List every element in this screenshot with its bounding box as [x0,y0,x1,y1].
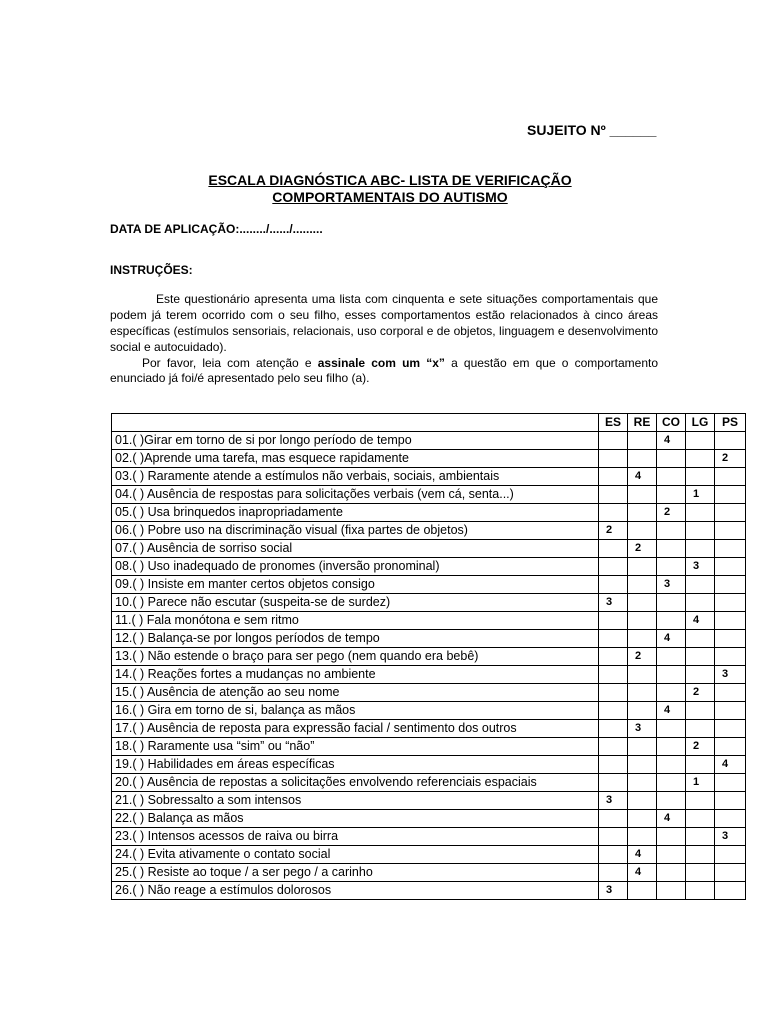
table-row [112,486,746,504]
score-cell-lg [686,648,715,666]
score-cell-co [657,666,686,684]
behavior-item[interactable]: 12.( ) Balança-se por longos períodos de tempo [112,630,599,648]
score-cell-es [599,720,628,738]
behavior-item[interactable]: 05.( ) Usa brinquedos inapropriadamente [112,504,599,522]
paragraph-2-bold: assinale com um “x” [317,356,445,370]
score-cell-es [599,540,628,558]
score-cell-ps: 3 [715,828,746,846]
score-cell-re [628,594,657,612]
score-cell-co [657,522,686,540]
behavior-item[interactable]: 03.( ) Raramente atende a estímulos não verbais, sociais, ambientais [112,468,599,486]
score-cell-re [628,630,657,648]
table-row [112,738,746,756]
score-cell-co [657,612,686,630]
score-cell-lg: 2 [686,738,715,756]
score-cell-ps [715,558,746,576]
score-cell-re: 4 [628,468,657,486]
column-header-lg: LG [686,414,715,432]
behavior-item[interactable]: 25.( ) Resiste ao toque / a ser pego / a carinho [112,864,599,882]
header-blank-cell [112,414,599,432]
score-cell-ps [715,504,746,522]
score-cell-es [599,450,628,468]
score-cell-lg [686,792,715,810]
application-date: DATA DE APLICAÇÃO:......../....../......... [110,222,323,236]
score-cell-lg [686,504,715,522]
score-cell-lg [686,882,715,900]
score-cell-es [599,846,628,864]
column-header-es: ES [599,414,628,432]
table-row [112,432,746,450]
behavior-item[interactable]: 15.( ) Ausência de atenção ao seu nome [112,684,599,702]
score-cell-ps [715,432,746,450]
score-cell-ps: 3 [715,666,746,684]
score-cell-co [657,594,686,612]
score-cell-es [599,828,628,846]
score-cell-ps [715,882,746,900]
paragraph-2-end: a questão em que o comportamento enunciado já foi/é apresentado pelo seu filho (a). [110,356,658,385]
score-cell-co: 2 [657,504,686,522]
score-cell-es [599,702,628,720]
table-row [112,756,746,774]
score-cell-ps [715,846,746,864]
score-cell-ps [715,684,746,702]
score-cell-es [599,558,628,576]
score-cell-lg [686,720,715,738]
score-cell-ps [715,810,746,828]
score-cell-lg [686,756,715,774]
paragraph-2-start: Por favor, leia com atenção e [142,356,318,370]
table-row [112,540,746,558]
score-cell-es: 3 [599,594,628,612]
score-cell-co [657,558,686,576]
score-cell-ps [715,630,746,648]
title-line-2: COMPORTAMENTAIS DO AUTISMO [272,189,508,205]
score-cell-co: 4 [657,702,686,720]
score-cell-re: 4 [628,864,657,882]
score-cell-lg [686,450,715,468]
score-cell-lg [686,630,715,648]
behavior-item[interactable]: 14.( ) Reações fortes a mudanças no ambiente [112,666,599,684]
score-cell-re [628,432,657,450]
score-cell-es [599,630,628,648]
score-cell-ps [715,594,746,612]
score-cell-es: 3 [599,792,628,810]
behavior-item[interactable]: 09.( ) Insiste em manter certos objetos consigo [112,576,599,594]
score-cell-lg [686,846,715,864]
score-cell-es [599,864,628,882]
score-cell-lg [686,666,715,684]
score-cell-lg [686,810,715,828]
table-row [112,828,746,846]
score-cell-es [599,432,628,450]
score-cell-lg: 4 [686,612,715,630]
score-cell-re [628,558,657,576]
score-cell-ps [715,522,746,540]
score-cell-es [599,738,628,756]
behavior-item[interactable]: 04.( ) Ausência de respostas para solicitações verbais (vem cá, senta...) [112,486,599,504]
table-row [112,558,746,576]
table-row [112,846,746,864]
score-cell-lg: 1 [686,486,715,504]
behavior-item[interactable]: 06.( ) Pobre uso na discriminação visual (fixa partes de objetos) [112,522,599,540]
table-row [112,648,746,666]
score-cell-co [657,450,686,468]
score-cell-lg [686,828,715,846]
score-cell-co [657,774,686,792]
behavior-item[interactable]: 18.( ) Raramente usa “sim” ou “não” [112,738,599,756]
score-cell-ps [715,738,746,756]
score-cell-re: 2 [628,540,657,558]
score-cell-re [628,486,657,504]
score-cell-ps [715,540,746,558]
score-cell-ps [715,774,746,792]
behavior-item[interactable]: 17.( ) Ausência de reposta para expressão facial / sentimento dos outros [112,720,599,738]
behavior-item[interactable]: 19.( ) Habilidades em áreas específicas [112,756,599,774]
table-row [112,450,746,468]
score-cell-re [628,612,657,630]
score-cell-co: 4 [657,810,686,828]
score-cell-co [657,540,686,558]
score-cell-re [628,774,657,792]
behavior-item[interactable]: 01.( )Girar em torno de si por longo período de tempo [112,432,599,450]
behavior-item[interactable]: 23.( ) Intensos acessos de raiva ou birra [112,828,599,846]
score-cell-ps [715,468,746,486]
behavior-item[interactable]: 11.( ) Fala monótona e sem ritmo [112,612,599,630]
score-cell-re [628,684,657,702]
score-cell-co [657,828,686,846]
score-cell-ps [715,702,746,720]
score-cell-co [657,864,686,882]
score-cell-es [599,468,628,486]
score-cell-ps: 2 [715,450,746,468]
score-cell-co [657,720,686,738]
score-cell-re [628,522,657,540]
score-cell-co [657,792,686,810]
score-cell-es [599,774,628,792]
score-cell-lg [686,522,715,540]
score-cell-co [657,846,686,864]
behavior-item[interactable]: 21.( ) Sobressalto a som intensos [112,792,599,810]
table-row [112,594,746,612]
score-cell-es [599,504,628,522]
checklist-body [112,414,746,900]
column-header-co: CO [657,414,686,432]
score-cell-co [657,756,686,774]
score-cell-re [628,810,657,828]
score-cell-lg [686,468,715,486]
table-row [112,522,746,540]
score-cell-re [628,882,657,900]
table-row [112,504,746,522]
table-row [112,774,746,792]
score-cell-ps [715,792,746,810]
table-row [112,864,746,882]
title-line-1: ESCALA DIAGNÓSTICA ABC- LISTA DE VERIFICAÇÃO [208,172,572,188]
table-row [112,666,746,684]
table-row [112,702,746,720]
score-cell-ps [715,576,746,594]
score-cell-lg: 2 [686,684,715,702]
behavior-item[interactable]: 22.( ) Balança as mãos [112,810,599,828]
sujeito-number: SUJEITO Nº ______ [527,122,657,138]
document-title [110,172,670,206]
score-cell-co [657,882,686,900]
table-row [112,882,746,900]
table-row [112,630,746,648]
score-cell-co: 3 [657,576,686,594]
score-cell-lg [686,576,715,594]
score-cell-re [628,738,657,756]
score-cell-lg [686,864,715,882]
score-cell-co [657,468,686,486]
behavior-item[interactable]: 13.( ) Não estende o braço para ser pego (nem quando era bebê) [112,648,599,666]
score-cell-co [657,648,686,666]
score-cell-ps [715,864,746,882]
score-cell-es [599,612,628,630]
score-cell-re [628,666,657,684]
score-cell-re [628,450,657,468]
table-row [112,468,746,486]
score-cell-es [599,756,628,774]
score-cell-es [599,684,628,702]
column-header-re: RE [628,414,657,432]
behavior-checklist-table [111,413,746,900]
score-cell-ps [715,648,746,666]
behavior-item[interactable]: 02.( )Aprende uma tarefa, mas esquece rapidamente [112,450,599,468]
behavior-item[interactable]: 26.( ) Não reage a estímulos dolorosos [112,882,599,900]
behavior-item[interactable]: 07.( ) Ausência de sorriso social [112,540,599,558]
table-row [112,684,746,702]
instructions-paragraph-2 [110,356,658,386]
score-cell-lg [686,432,715,450]
score-cell-co [657,684,686,702]
score-cell-es [599,486,628,504]
table-row [112,792,746,810]
score-cell-re [628,828,657,846]
score-cell-re: 4 [628,846,657,864]
score-cell-co: 4 [657,432,686,450]
score-cell-re [628,504,657,522]
table-row [112,576,746,594]
score-cell-lg [686,702,715,720]
score-cell-co [657,738,686,756]
score-cell-re [628,756,657,774]
score-cell-re: 3 [628,720,657,738]
score-cell-co: 4 [657,630,686,648]
behavior-item[interactable]: 10.( ) Parece não escutar (suspeita-se de surdez) [112,594,599,612]
behavior-item[interactable]: 08.( ) Uso inadequado de pronomes (inversão pronominal) [112,558,599,576]
score-cell-ps [715,486,746,504]
table-row [112,810,746,828]
behavior-item[interactable]: 16.( ) Gira em torno de si, balança as mãos [112,702,599,720]
score-cell-co [657,486,686,504]
score-cell-ps [715,720,746,738]
score-cell-re [628,576,657,594]
score-cell-lg [686,540,715,558]
score-cell-es [599,576,628,594]
score-cell-es [599,810,628,828]
score-cell-es: 2 [599,522,628,540]
score-cell-es [599,648,628,666]
column-header-ps: PS [715,414,746,432]
instructions-paragraph-1: Este questionário apresenta uma lista com cinquenta e sete situações comportamentais que podem já terem ocorrido com o seu filho, esses comportamentos estão relacionados à cinco áreas específicas (estímulos sensoriais, relacionais, uso corporal e de objetos, linguagem e desenvolvimento social e autocuidado). [110,292,658,354]
score-cell-lg: 3 [686,558,715,576]
table-row [112,720,746,738]
table-row [112,612,746,630]
score-cell-re: 2 [628,648,657,666]
score-cell-re [628,702,657,720]
score-cell-es [599,666,628,684]
score-cell-lg: 1 [686,774,715,792]
behavior-item[interactable]: 20.( ) Ausência de repostas a solicitações envolvendo referenciais espaciais [112,774,599,792]
score-cell-re [628,792,657,810]
behavior-item[interactable]: 24.( ) Evita ativamente o contato social [112,846,599,864]
score-cell-ps [715,612,746,630]
instructions-heading: INSTRUÇÕES: [110,263,193,277]
score-cell-lg [686,594,715,612]
score-cell-es: 3 [599,882,628,900]
header-row [112,414,746,432]
score-cell-ps: 4 [715,756,746,774]
